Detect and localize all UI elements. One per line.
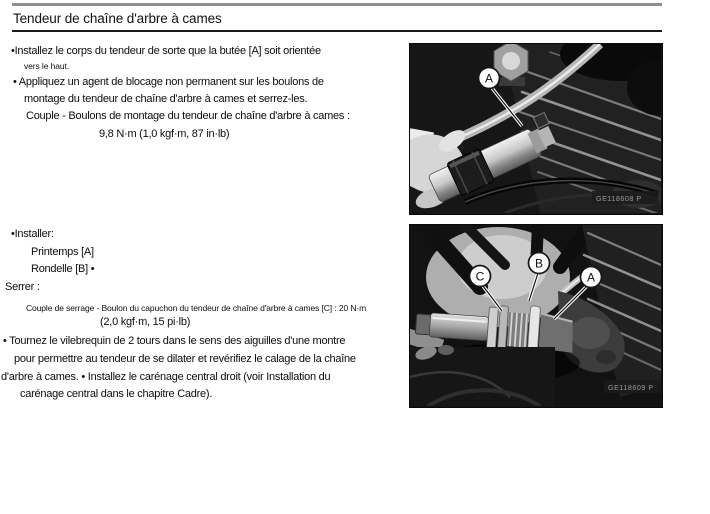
locking-agent-instruction-2: montage du tendeur de chaîne d'arbre à cames et serrez-les. [24,93,308,105]
page-title: Tendeur de chaîne d'arbre à cames [13,11,222,26]
callout-a-label: A [484,71,494,86]
photo-code-text: GE118609 P [608,383,654,392]
fairing-instruction-2: carénage central dans le chapitre Cadre). [20,388,213,400]
rotate-crankshaft-instruction-1: • Tournez le vilebrequin de 2 tours dans le sens des aiguilles d'une montre [3,335,346,347]
tighten-header: Serrer : [5,281,40,293]
figure-tensioner-stopper-photo [409,43,663,215]
install-list-header: •Installer: [11,228,54,240]
locking-agent-instruction-1: • Appliquez un agent de blocage non permanent sur les boulons de [13,76,324,88]
figure-1-illustration [410,44,661,213]
install-item-spring: Printemps [A] [31,246,94,258]
callout-c-label: C [475,269,485,284]
cap-bolt-torque-spec: Couple de serrage - Boulon du capuchon du tendeur de chaîne d'arbre à cames [C] : 20 N·m [26,303,367,313]
callout-b-label: B [534,256,544,271]
orientation-note: vers le haut. [24,61,70,71]
rotate-crankshaft-instruction-2: pour permettre au tendeur de se dilater et revérifiez le calage de la chaîne [14,353,356,365]
fairing-instruction-1: d'arbre à cames. • Installez le carénage central droit (voir Installation du [1,371,331,383]
torque-spec-label: Couple - Boulons de montage du tendeur de chaîne d'arbre à cames : [26,110,350,122]
photo-code [592,191,658,204]
photo-code [604,380,661,393]
figure-tensioner-installed-photo [409,224,663,408]
install-item-washer: Rondelle [B] • [31,263,95,275]
torque-spec-value: 9,8 N·m (1,0 kgf·m, 87 in·lb) [99,128,230,140]
callout-a-label: A [586,270,596,285]
cap-bolt-torque-value: (2,0 kgf·m, 15 pi·lb) [100,316,191,328]
title-underline [12,30,662,32]
lower-machinery [410,344,555,406]
install-body-instruction: •Installez le corps du tendeur de sorte que la butée [A] soit orientée [11,45,321,57]
figure-2-illustration [410,225,661,406]
spring [507,312,529,347]
photo-code-text: GE118608 P [596,194,642,203]
top-rule [12,3,662,6]
